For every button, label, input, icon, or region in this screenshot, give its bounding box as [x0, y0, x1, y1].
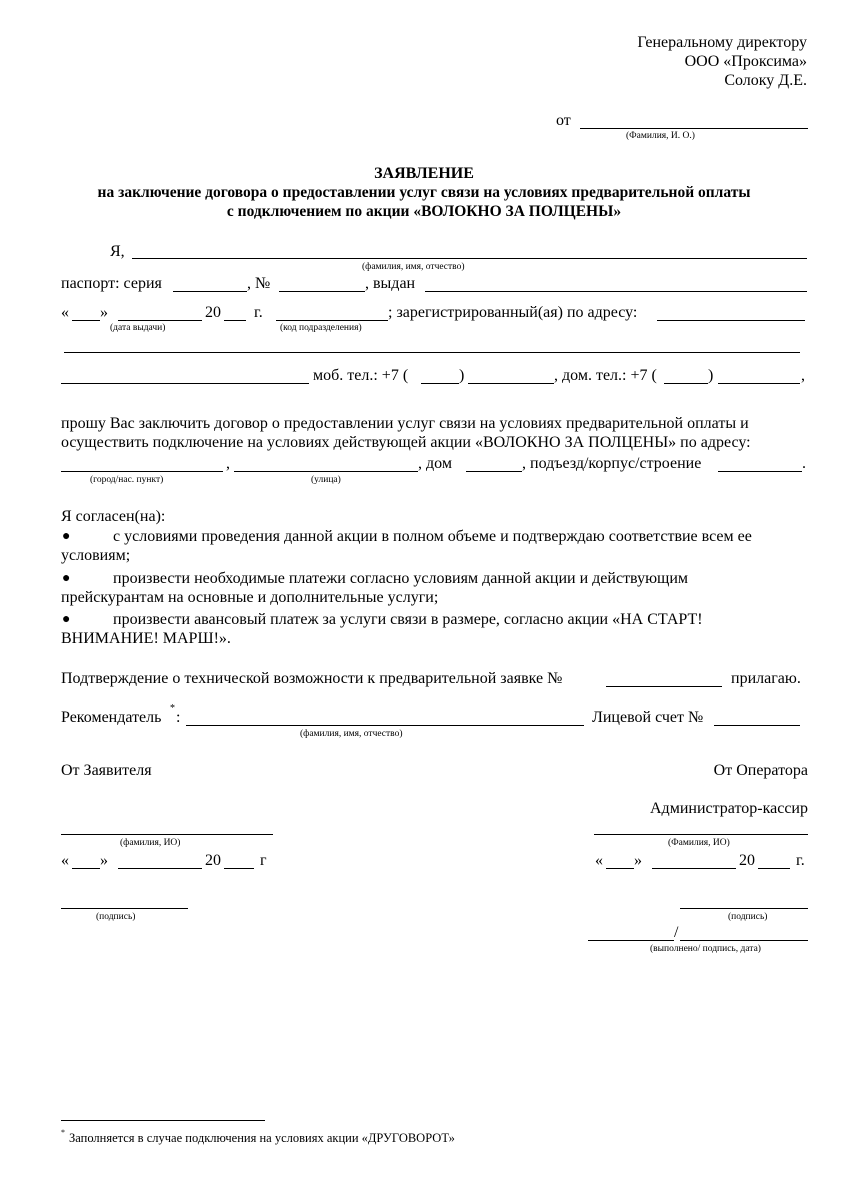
- applicant-signature-heading: От Заявителя: [61, 762, 152, 779]
- passport-number-label: , №: [247, 275, 271, 292]
- footnote-star: *: [61, 1128, 65, 1137]
- agreement-item-1-line-2: условиям;: [61, 547, 131, 564]
- document-subtitle-1: на заключение договора о предоставлении услуг связи на условиях предварительной оплаты: [97, 184, 751, 201]
- applicant-fio-line: [132, 258, 807, 259]
- confirmation-text: Подтверждение о технической возможности к предварительной заявке №: [61, 670, 563, 687]
- phones-comma: ,: [801, 367, 805, 384]
- passport-number-line: [279, 291, 365, 292]
- city-line: [61, 471, 223, 472]
- address-dot: .: [802, 455, 806, 472]
- operator-year-suffix: г.: [796, 852, 805, 869]
- address-line-3: [61, 383, 309, 384]
- applicant-date-close-quote: »: [100, 852, 108, 869]
- passport-series-label: паспорт: серия: [61, 275, 162, 292]
- recommender-caption: (фамилия, имя, отчество): [300, 729, 403, 739]
- applicant-year-suffix: г: [260, 852, 267, 869]
- bullet-icon-2: ●: [62, 571, 71, 586]
- home-code-line: [664, 383, 708, 384]
- address-line-2: [64, 352, 800, 353]
- footnote-text: Заполняется в случае подключения на условиях акции «ДРУГОВОРОТ»: [69, 1131, 455, 1145]
- house-line: [466, 471, 522, 472]
- recommender-fio-line: [186, 725, 584, 726]
- issue-date-open-quote: «: [61, 304, 69, 321]
- from-field-line: [580, 128, 808, 129]
- city-comma: ,: [226, 455, 230, 472]
- mobile-phone-label: моб. тел.: +7 (: [313, 367, 409, 384]
- mobile-code-line: [421, 383, 459, 384]
- mobile-number-line: [468, 383, 554, 384]
- applicant-ya-label: Я,: [110, 243, 125, 260]
- addressee-line-2: ООО «Проксима»: [684, 53, 807, 70]
- applicant-fio-sign-line: [61, 834, 273, 835]
- agreement-item-3-line-1: произвести авансовый платеж за услуги связи в размере, согласно акции «НА СТАРТ!: [113, 611, 703, 628]
- operator-date-close-quote: »: [634, 852, 642, 869]
- issue-date-close-quote: »: [100, 304, 108, 321]
- agreement-item-3-line-2: ВНИМАНИЕ! МАРШ!».: [61, 630, 231, 647]
- issue-year-suffix: г.: [254, 304, 263, 321]
- agreement-item-2-line-1: произвести необходимые платежи согласно условиям данной акции и действующим: [113, 570, 689, 587]
- applicant-fio-caption: (фамилия, имя, отчество): [362, 262, 465, 272]
- street-line: [234, 471, 418, 472]
- city-caption: (город/нас. пункт): [90, 475, 164, 485]
- entrance-label: , подъезд/корпус/строение: [522, 455, 702, 472]
- street-caption: (улица): [311, 475, 341, 485]
- document-subtitle-2: с подключением по акции «ВОЛОКНО ЗА ПОЛЦЕНЫ»: [226, 203, 622, 220]
- from-label: от: [556, 112, 571, 129]
- issue-date-caption: (дата выдачи): [110, 323, 166, 333]
- operator-year-prefix: 20: [739, 852, 755, 869]
- issue-year-line: [224, 320, 246, 321]
- house-label: , дом: [418, 455, 452, 472]
- issue-day-line: [72, 320, 100, 321]
- request-line-1: прошу Вас заключить договор о предоставлении услуг связи на условиях предварительной оплаты и: [61, 415, 749, 432]
- applicant-year-prefix: 20: [205, 852, 221, 869]
- applicant-signature-line: [61, 908, 188, 909]
- agreement-heading: Я согласен(на):: [61, 508, 166, 525]
- bullet-icon-1: ●: [62, 529, 71, 544]
- home-number-line: [718, 383, 800, 384]
- recommender-star: *: [170, 703, 175, 714]
- home-phone-label: , дом. тел.: +7 (: [554, 367, 657, 384]
- registered-label: ; зарегистрированный(ая) по адресу:: [388, 304, 638, 321]
- addressee-line-1: Генеральному директору: [637, 34, 807, 51]
- done-slash: /: [674, 924, 679, 941]
- passport-issued-label: , выдан: [365, 275, 416, 292]
- operator-signature-line: [680, 908, 808, 909]
- agreement-item-1-line-1: с условиями проведения данной акции в полном объеме и подтверждаю соответствие всем ее: [113, 528, 752, 545]
- operator-month-line: [652, 868, 736, 869]
- request-line-2: осуществить подключение на условиях действующей акции «ВОЛОКНО ЗА ПОЛЦЕНЫ» по адресу:: [61, 434, 751, 451]
- operator-year-line: [758, 868, 790, 869]
- operator-fio-sign-line: [594, 834, 808, 835]
- agreement-item-2-line-2: прейскурантам на основные и дополнительные услуги;: [61, 589, 439, 606]
- account-number-line: [714, 725, 800, 726]
- mobile-code-close: ): [459, 367, 465, 384]
- document-title: ЗАЯВЛЕНИЕ: [374, 165, 474, 182]
- passport-issued-line: [425, 291, 807, 292]
- done-line-right: [680, 940, 808, 941]
- applicant-month-line: [118, 868, 202, 869]
- operator-signature-heading: От Оператора: [713, 762, 808, 779]
- applicant-year-line: [224, 868, 254, 869]
- recommender-colon: :: [176, 709, 181, 726]
- address-line-1: [657, 320, 805, 321]
- applicant-date-open-quote: «: [61, 852, 69, 869]
- subdivision-caption: (код подразделения): [280, 323, 362, 333]
- issue-month-line: [118, 320, 202, 321]
- operator-role: Администратор-кассир: [650, 800, 808, 817]
- applicant-day-line: [72, 868, 100, 869]
- footnote-separator: [61, 1120, 265, 1121]
- home-code-close: ): [708, 367, 714, 384]
- confirmation-attach: прилагаю.: [731, 670, 801, 687]
- applicant-signature-caption: (подпись): [96, 912, 136, 922]
- operator-signature-caption: (подпись): [728, 912, 768, 922]
- from-caption: (Фамилия, И. О.): [626, 131, 695, 141]
- done-line-left: [588, 940, 674, 941]
- preliminary-request-number-line: [606, 686, 722, 687]
- operator-fio-sign-caption: (Фамилия, ИО): [668, 838, 730, 848]
- issue-year-prefix: 20: [205, 304, 221, 321]
- done-caption: (выполнено/ подпись, дата): [650, 944, 761, 954]
- applicant-fio-sign-caption: (фамилия, ИО): [120, 838, 181, 848]
- passport-series-line: [173, 291, 247, 292]
- bullet-icon-3: ●: [62, 612, 71, 627]
- operator-day-line: [606, 868, 634, 869]
- subdivision-code-line: [276, 320, 388, 321]
- operator-date-open-quote: «: [595, 852, 603, 869]
- entrance-line: [718, 471, 802, 472]
- recommender-label: Рекомендатель: [61, 709, 162, 726]
- addressee-line-3: Солоку Д.Е.: [724, 72, 807, 89]
- account-label: Лицевой счет №: [592, 709, 704, 726]
